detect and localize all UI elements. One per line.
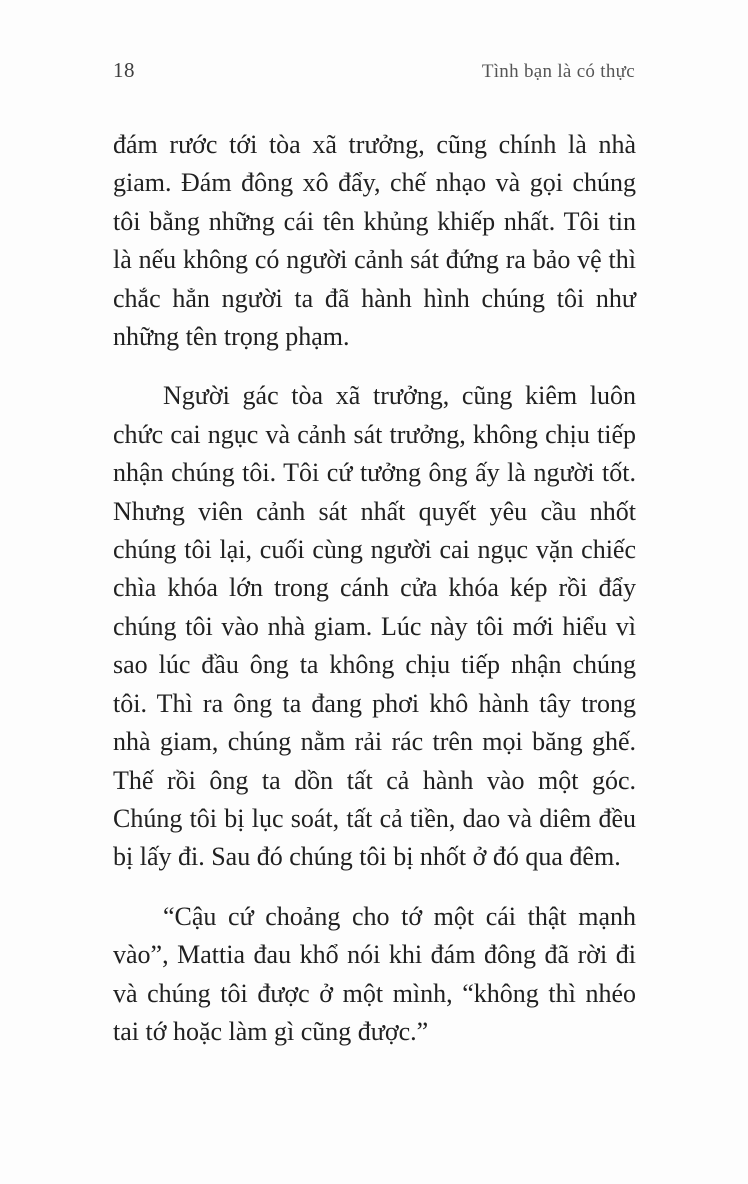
page-number: 18 (113, 58, 135, 82)
page-header (113, 58, 635, 83)
paragraph-2: Người gác tòa xã trưởng, cũng kiêm luôn chức cai ngục và cảnh sát trưởng, không chịu tiếp nhận chúng tôi. Tôi cứ tưởng ông ấy là người tốt. Nhưng viên cảnh sát nhất quyết yêu cầu nhốt chúng tôi lại, cuối cùng người cai ngục vặn chiếc chìa khóa lớn trong cánh cửa khóa kép rồi đẩy chúng tôi vào nhà giam. Lúc này tôi mới hiểu vì sao lúc đầu ông ta không chịu tiếp nhận chúng tôi. Thì ra ông ta đang phơi khô hành tây trong nhà giam, chúng nằm rải rác trên mọi băng ghế. Thế rồi ông ta dồn tất cả hành vào một góc. Chúng tôi bị lục soát, tất cả tiền, dao và diêm đều bị lấy đi. Sau đó chúng tôi bị nhốt ở đó qua đêm. (113, 381, 636, 872)
running-title: Tình bạn là có thực (481, 61, 635, 82)
paragraph-3: “Cậu cứ choảng cho tớ một cái thật mạnh vào”, Mattia đau khổ nói khi đám đông đã rời đi và chúng tôi được ở một mình, “không thì nhéo tai tớ hoặc làm gì cũng được.” (113, 901, 636, 1046)
page-body (113, 126, 636, 1051)
paragraph-1: đám rước tới tòa xã trưởng, cũng chính là nhà giam. Đám đông xô đẩy, chế nhạo và gọi chúng tôi bằng những cái tên khủng khiếp nhất. Tôi tin là nếu không có người cảnh sát đứng ra bảo vệ thì chắc hẳn người ta đã hành hình chúng tôi như những tên trọng phạm. (113, 130, 636, 352)
